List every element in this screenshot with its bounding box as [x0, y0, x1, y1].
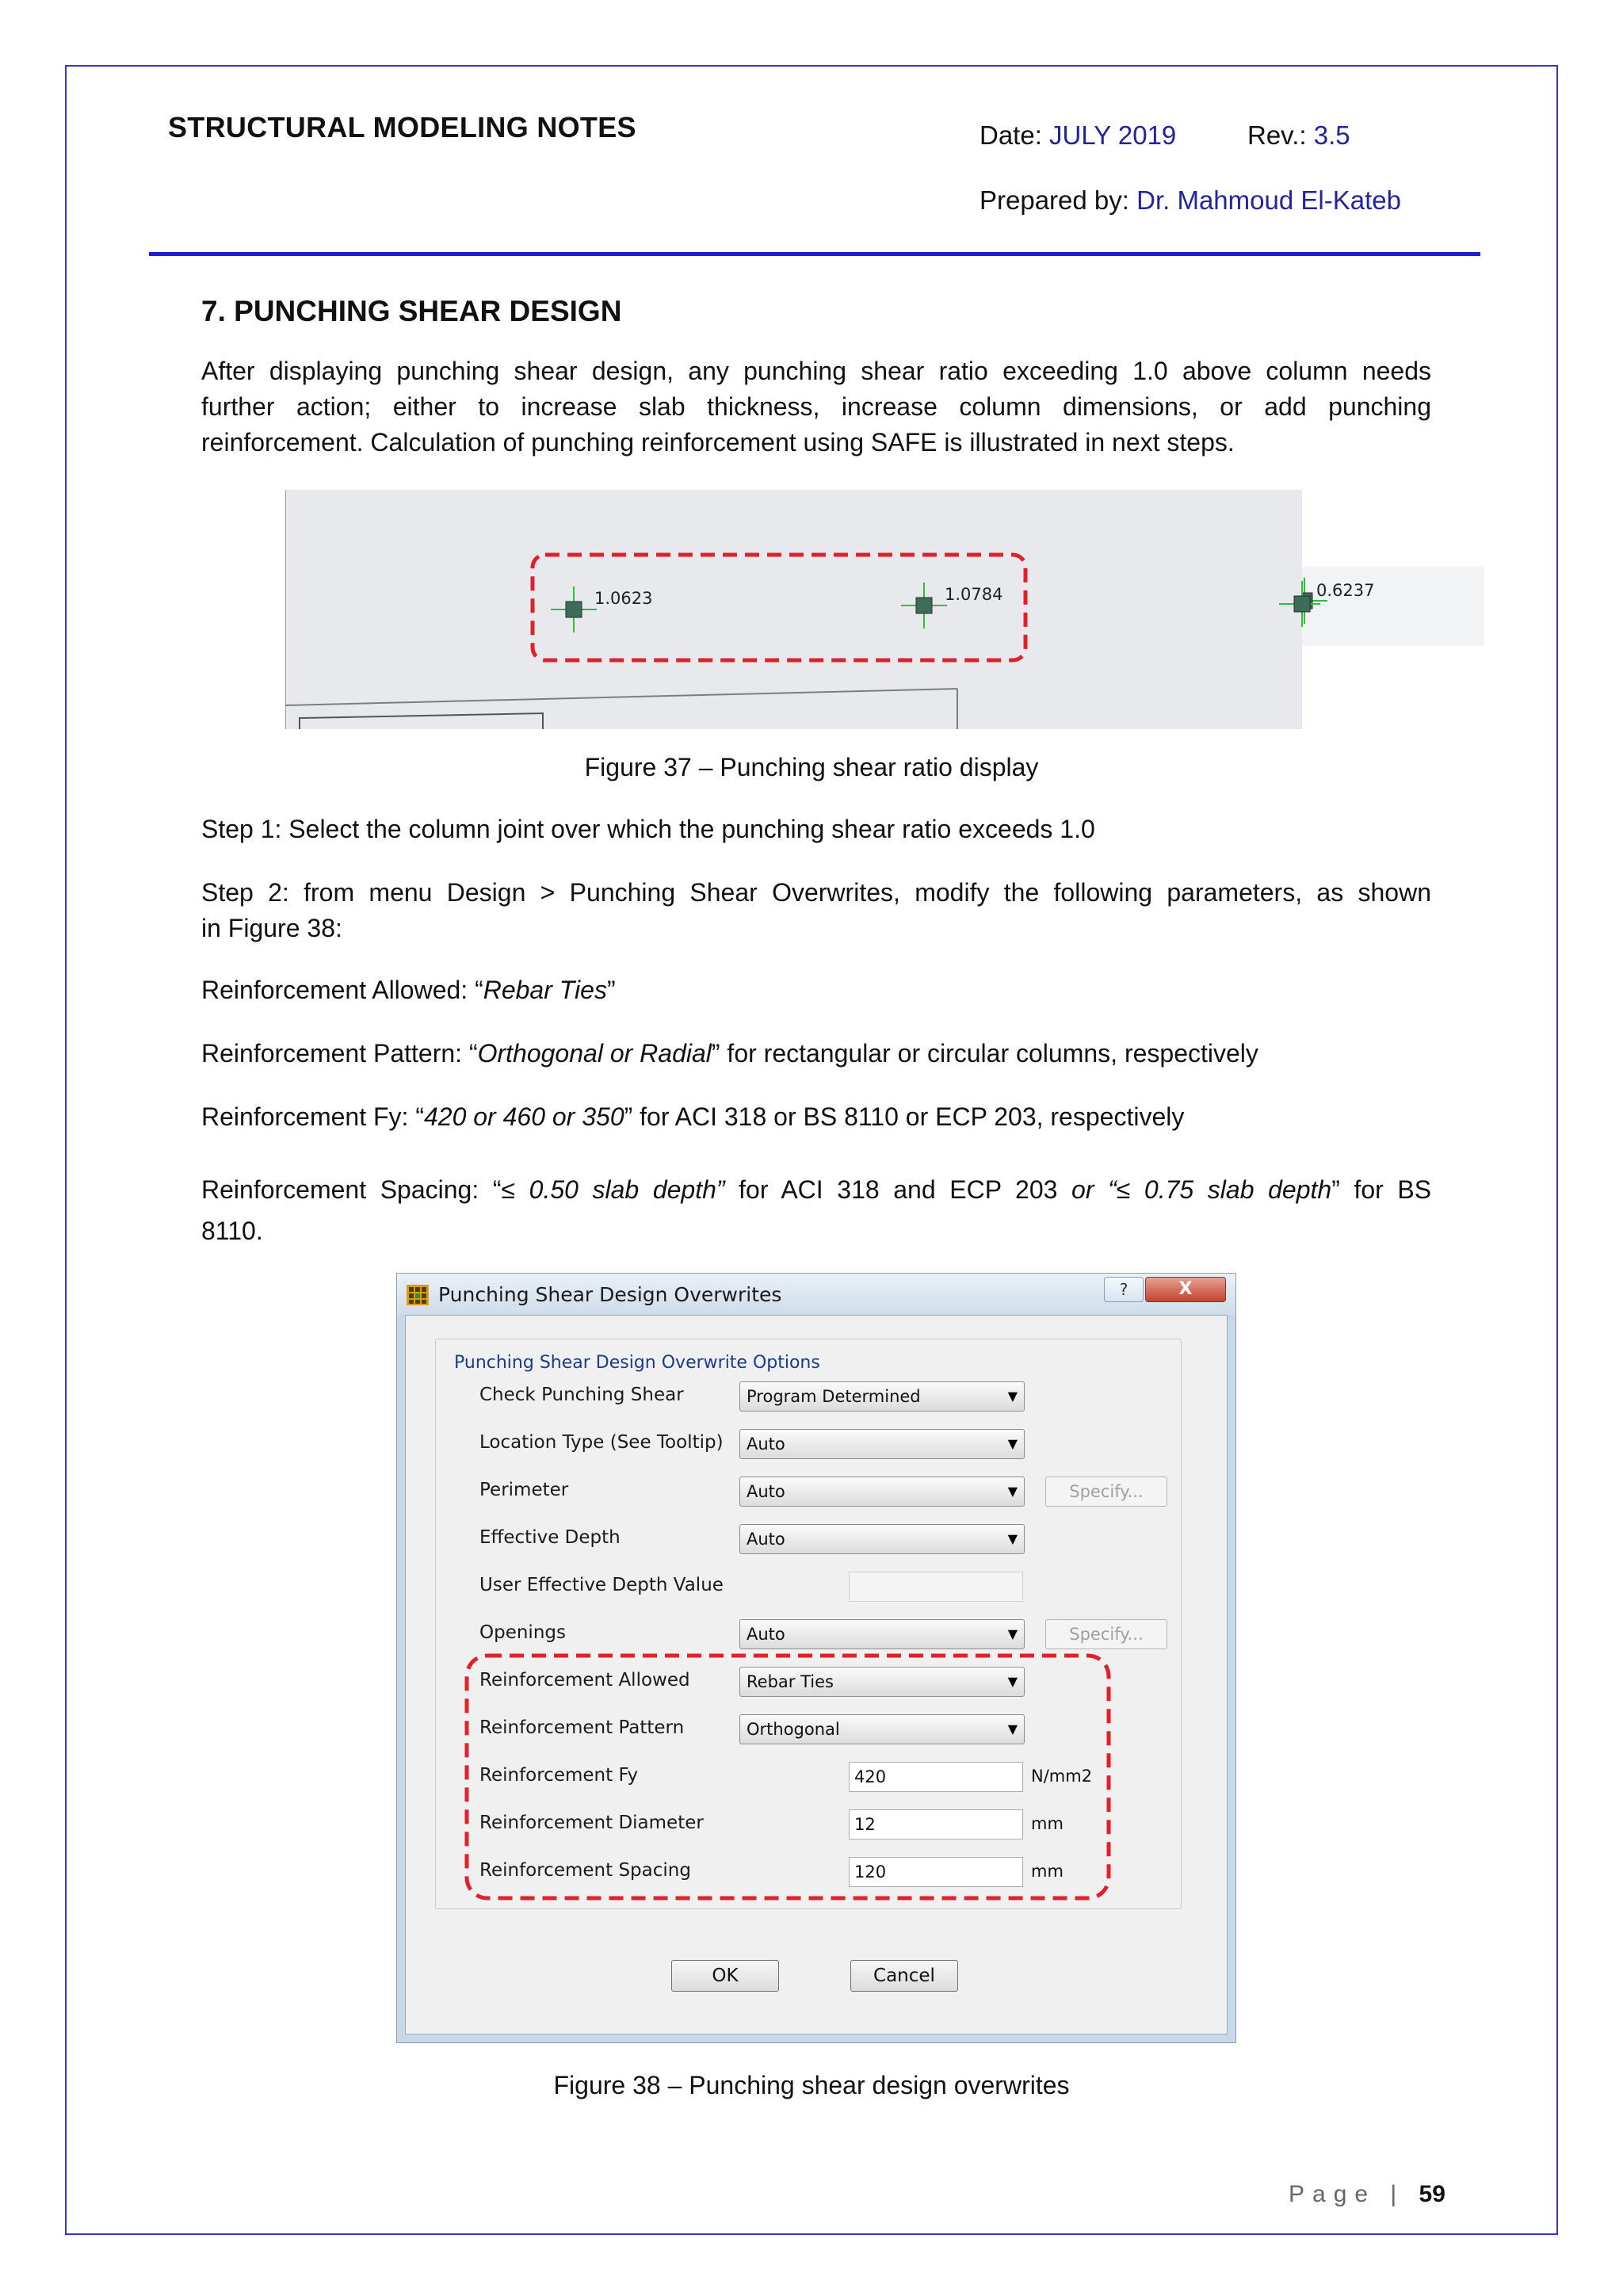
- dropdown-value: Program Determined: [747, 1387, 921, 1406]
- step-2-line: Step 2: from menu Design > Punching Shear Overwrites, modify the following parameters, as shown: [201, 878, 1431, 907]
- reinforcement-allowed-label: Reinforcement Allowed: [479, 1670, 690, 1690]
- app-icon: [407, 1285, 429, 1305]
- close-button[interactable]: X: [1145, 1277, 1226, 1302]
- fy-value: 420 or 460 or 350: [423, 1102, 624, 1131]
- intro-line: reinforcement. Calculation of punching reinforcement using SAFE is illustrated in next steps.: [201, 428, 1235, 457]
- ratio-label: 1.0784: [945, 585, 1003, 604]
- spacing-line: [201, 1169, 1431, 1210]
- column-marker-3: [1302, 567, 1484, 646]
- figure-37-extension: [1302, 567, 1484, 646]
- spacing-middle: for ACI 318 and ECP 203: [724, 1175, 1072, 1204]
- pattern-prefix: Reinforcement Pattern: “: [201, 1039, 478, 1068]
- rev-label: Rev.:: [1247, 120, 1314, 150]
- chevron-down-icon: ▼: [1007, 1531, 1018, 1546]
- column-marker-2: [901, 583, 947, 628]
- effective-depth-dropdown[interactable]: [739, 1524, 1025, 1554]
- check-punching-shear-dropdown[interactable]: [739, 1381, 1025, 1412]
- openings-specify-button[interactable]: Specify...: [1045, 1619, 1167, 1649]
- perimeter-label: Perimeter: [479, 1480, 569, 1500]
- dropdown-value: Auto: [747, 1435, 785, 1454]
- prepared-value: Dr. Mahmoud El-Kateb: [1136, 185, 1401, 215]
- step-1: Step 1: Select the column joint over which the punching shear ratio exceeds 1.0: [201, 815, 1095, 843]
- ratio-label: 0.6237: [1316, 581, 1375, 600]
- fy-prefix: Reinforcement Fy: “: [201, 1102, 424, 1131]
- page-label: Page: [1289, 2181, 1377, 2207]
- allowed-suffix: ”: [606, 976, 616, 1004]
- section-title: 7. PUNCHING SHEAR DESIGN: [201, 295, 622, 327]
- page-number: Page | 59: [1289, 2181, 1445, 2207]
- page-number-value: 59: [1419, 2181, 1445, 2207]
- dropdown-value: Orthogonal: [747, 1720, 840, 1739]
- step-2: [201, 875, 1431, 946]
- reinforcement-spacing-input[interactable]: 120: [849, 1857, 1023, 1887]
- help-button[interactable]: ?: [1104, 1277, 1144, 1302]
- figure-38-caption: Figure 38 – Punching shear design overwrites: [553, 2071, 1070, 2099]
- dropdown-value: Rebar Ties: [747, 1672, 834, 1691]
- prepared-label: Prepared by:: [980, 185, 1137, 215]
- diameter-unit: mm: [1031, 1814, 1064, 1833]
- date-value: JULY 2019: [1049, 120, 1177, 150]
- revision-field: [1247, 120, 1350, 151]
- perimeter-specify-button[interactable]: Specify...: [1045, 1477, 1167, 1507]
- location-type-dropdown[interactable]: [739, 1429, 1025, 1459]
- reinforcement-pattern-text: [201, 1036, 1258, 1072]
- chevron-down-icon: ▼: [1007, 1389, 1018, 1404]
- figure-37-drawing: [285, 490, 1302, 729]
- chevron-down-icon: ▼: [1007, 1721, 1018, 1736]
- effective-depth-label: Effective Depth: [479, 1527, 621, 1548]
- ratio-label: 1.0623: [594, 589, 653, 608]
- reinforcement-diameter-input[interactable]: 12: [849, 1809, 1023, 1839]
- chevron-down-icon: ▼: [1007, 1484, 1018, 1499]
- spacing-suffix: ” for BS: [1331, 1175, 1432, 1204]
- header-rule: [149, 252, 1480, 256]
- date-label: Date:: [980, 120, 1050, 150]
- column-marker-3-left: [1273, 581, 1320, 628]
- reinforcement-diameter-label: Reinforcement Diameter: [479, 1813, 704, 1833]
- dialog-title: Punching Shear Design Overwrites: [438, 1283, 782, 1306]
- document-title: STRUCTURAL MODELING NOTES: [168, 111, 636, 143]
- dropdown-value: Auto: [747, 1530, 785, 1549]
- pattern-suffix: ” for rectangular or circular columns, respectively: [711, 1039, 1258, 1068]
- ok-button[interactable]: OK: [671, 1960, 779, 1992]
- reinforcement-spacing-text: [201, 1169, 1431, 1251]
- spacing-value-2: ≤ 0.75 slab depth: [1116, 1175, 1332, 1204]
- reinforcement-pattern-dropdown[interactable]: [739, 1714, 1025, 1744]
- spacing-prefix: Reinforcement Spacing: “: [201, 1175, 502, 1204]
- openings-dropdown[interactable]: [739, 1619, 1025, 1649]
- chevron-down-icon: ▼: [1007, 1626, 1018, 1641]
- reinforcement-pattern-label: Reinforcement Pattern: [479, 1717, 685, 1738]
- punching-shear-dialog: [396, 1273, 1236, 2043]
- figure-37-image: [285, 490, 1302, 729]
- cancel-button[interactable]: Cancel: [850, 1960, 958, 1992]
- spacing-value-1: ≤ 0.50 slab depth”: [501, 1175, 725, 1204]
- intro-line: further action; either to increase slab thickness, increase column dimensions, or add punching: [201, 392, 1431, 421]
- user-effective-depth-label: User Effective Depth Value: [479, 1575, 724, 1595]
- perimeter-dropdown[interactable]: [739, 1477, 1025, 1507]
- reinforcement-fy-label: Reinforcement Fy: [479, 1765, 639, 1786]
- reinforcement-spacing-label: Reinforcement Spacing: [479, 1860, 691, 1881]
- check-punching-shear-label: Check Punching Shear: [479, 1385, 684, 1405]
- prepared-by-field: [980, 185, 1401, 216]
- options-group-label: Punching Shear Design Overwrite Options: [451, 1353, 823, 1373]
- location-type-label: Location Type (See Tooltip): [479, 1432, 724, 1453]
- reinforcement-fy-input[interactable]: 420: [849, 1762, 1023, 1792]
- dialog-titlebar: [397, 1274, 1235, 1315]
- user-effective-depth-input[interactable]: [849, 1572, 1023, 1602]
- reinforcement-fy-text: [201, 1099, 1184, 1135]
- intro-paragraph: [201, 353, 1431, 460]
- chevron-down-icon: ▼: [1007, 1436, 1018, 1451]
- dropdown-value: Auto: [747, 1625, 785, 1644]
- spacing-line-2: 8110.: [201, 1217, 263, 1245]
- fy-suffix: ” for ACI 318 or BS 8110 or ECP 203, respectively: [624, 1102, 1185, 1131]
- reinforcement-allowed-dropdown[interactable]: [739, 1667, 1025, 1697]
- date-field: [980, 120, 1176, 151]
- spacing-unit: mm: [1031, 1862, 1064, 1881]
- fy-unit: N/mm2: [1031, 1767, 1093, 1786]
- dropdown-value: Auto: [747, 1482, 785, 1501]
- pattern-value: Orthogonal or Radial: [477, 1039, 712, 1068]
- spacing-or: or “: [1071, 1175, 1117, 1204]
- rev-value: 3.5: [1313, 120, 1350, 150]
- figure-37-caption: Figure 37 – Punching shear ratio display: [584, 753, 1039, 781]
- openings-label: Openings: [479, 1622, 566, 1643]
- allowed-value: Rebar Ties: [483, 976, 607, 1004]
- column-marker-1: [551, 586, 597, 632]
- intro-line: After displaying punching shear design, any punching shear ratio exceeding 1.0 above column needs: [201, 357, 1431, 385]
- chevron-down-icon: ▼: [1007, 1674, 1018, 1689]
- step-2-line: in Figure 38:: [201, 914, 342, 942]
- reinforcement-allowed-text: [201, 972, 616, 1008]
- allowed-prefix: Reinforcement Allowed: “: [201, 976, 483, 1004]
